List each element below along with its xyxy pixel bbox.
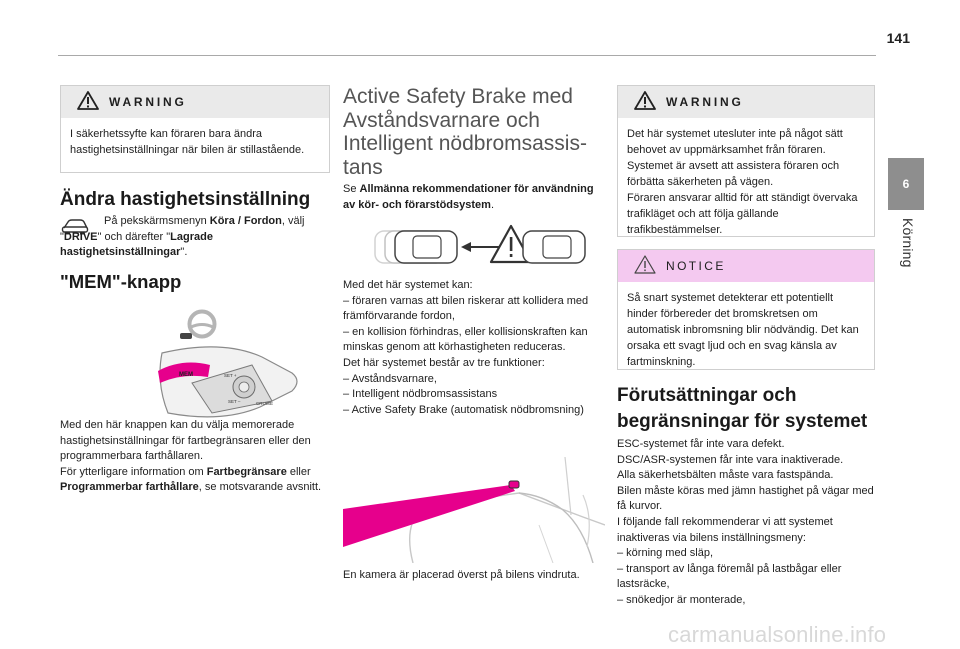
camera-caption: En kamera är placerad överst på bilens vindruta.: [343, 569, 580, 581]
watermark: carmanualsonline.info: [668, 622, 887, 647]
conditions-heading: Förutsättningar och begränsningar för systemet: [617, 385, 868, 432]
chapter-label: Körning: [900, 218, 916, 268]
notice-triangle-icon: [634, 255, 656, 277]
warning-title: WARNING: [666, 95, 744, 109]
asb-heading: Active Safety Brake med Avståndsvarnare och Intelligent nödbromsassis-tans: [343, 85, 587, 179]
warning-title: WARNING: [109, 95, 187, 109]
mem-heading: "MEM"-knapp: [60, 271, 182, 292]
notice-text: Så snart systemet detekterar ett potentiellt hinder förbereder det bromskretsen om automatisk inbromsning blir nödvändig. Det kan orsaka ett svagt ljud och en svag känsla av fartminskning.: [627, 292, 859, 368]
warning-triangle-icon: [634, 91, 656, 113]
intro-text: På pekskärmsmenyn Köra / Fordon, välj "DRIVE" och därefter "Lagrade hastighetsinställningar".: [60, 215, 305, 259]
notice-title: NOTICE: [666, 259, 726, 273]
mem-description: Med den här knappen kan du välja memorerade hastighetsinställningar för fartbegränsaren eller den programmerbara farthållaren. För ytterligare information om Fartbegränsare eller Programmerbar farthållare, se motsvarande avsnitt.: [60, 419, 322, 494]
conditions-text: ESC-systemet får inte vara defekt. DSC/ASR-systemen får inte vara inaktiverade. Alla säkerhetsbälten måste vara fastspända. Bilen måste köras med jämn hastighet på vägar med få kurvor. I följande fall rekommenderar vi att systemet inaktiveras via bilens inställningsmeny: – körning med släp, – transport av långa föremål på lastbågar eller lastsräcke, – snökedjor är monterade,: [617, 438, 874, 606]
page-number: 141: [886, 30, 910, 46]
warning-triangle-icon: [77, 91, 99, 113]
warning-box: [60, 85, 330, 173]
warning-header: [61, 86, 329, 118]
notice-box: [617, 249, 875, 370]
chapter-tab[interactable]: 6: [888, 158, 924, 210]
system-warning-box: [617, 85, 875, 237]
set-minus-label: SET –: [228, 399, 241, 404]
mem-button-illustration: [152, 343, 312, 428]
asb-description: Med det här systemet kan: – föraren varnas att bilen riskerar att kollidera med främförvarande fordon, – en kollision förhindras, eller kollisionskraften kan minskas genom att körhastigheten reduceras. Det här systemet består av tre funktioner: – Avståndsvarnare, – Intelligent nödbromsassistans – Active Safety Brake (automatisk nödbromsning): [343, 279, 589, 416]
notice-header: [618, 250, 874, 282]
section-heading: Ändra hastighetsinställning: [60, 189, 311, 210]
warning-text: Det här systemet utesluter inte på något sätt behovet av uppmärksamhet från föraren. Systemet är avsett att assistera föraren och förbätta säkerheten på vägen. Föraren ansvarar alltid för att ständigt övervaka trafikläget och att följa gällande trafikbestämmelser.: [627, 128, 858, 236]
warning-header: [618, 86, 874, 118]
warning-text: I säkerhetssyfte kan föraren bara ändra hastighetsinställningar när bilen är stillastående.: [70, 128, 305, 156]
mem-label: MEM: [179, 372, 193, 378]
set-plus-label: SET +: [224, 373, 237, 378]
asb-intro: Se Allmänna rekommendationer för användning av kör- och förarstödsystem.: [343, 183, 594, 211]
header-divider: [58, 55, 876, 56]
windshield-camera-illustration: [343, 455, 605, 568]
cruise-label: CRUISE: [256, 401, 274, 406]
collision-warning-illustration: [361, 224, 593, 275]
steering-wheel-icon: [178, 308, 218, 347]
